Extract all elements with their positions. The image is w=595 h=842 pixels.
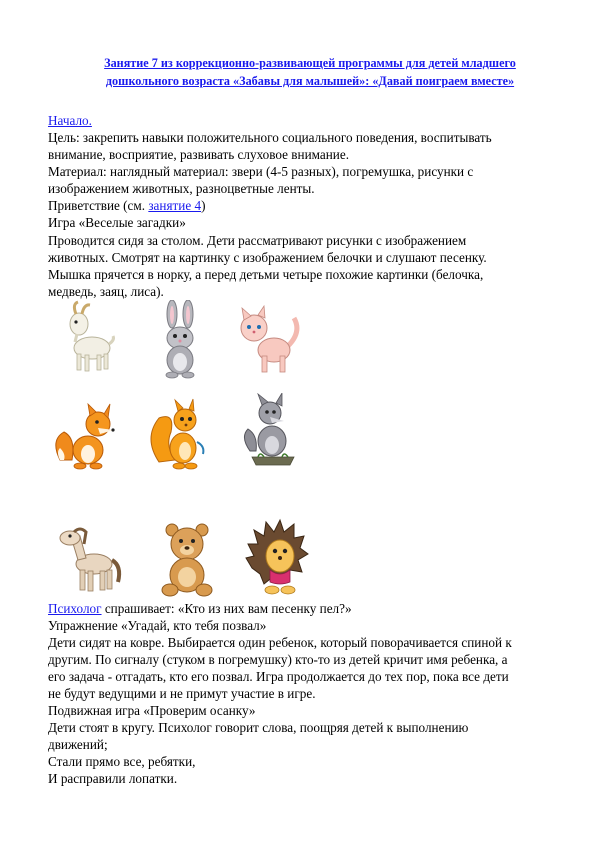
poem-line-2: И расправили лопатки. (48, 771, 178, 786)
fox-image (50, 400, 125, 472)
game2-title: Подвижная игра «Проверим осанку» (48, 703, 256, 718)
exercise-line-3: его задача - отгадать, кто его позвал. Игра продолжается до тех пор, пока все дети (48, 669, 509, 684)
psychologist-link[interactable]: Психолог (48, 601, 102, 616)
wolf-image (238, 393, 304, 467)
goal-line-1: Цель: закрепить навыки положительного социального поведения, воспитывать (48, 130, 492, 145)
greeting-link[interactable]: занятие 4 (148, 198, 202, 213)
game1-line-1: Проводится сидя за столом. Дети рассматривают рисунки с изображением (48, 233, 467, 248)
document-title[interactable] (40, 54, 580, 90)
bear-image (156, 520, 218, 598)
game1-line-2: животных. Смотрят на картинку с изображением белочки и слушают песенку. (48, 250, 487, 265)
game1-title: Игра «Веселые загадки» (48, 215, 186, 230)
game2-line-2: движений; (48, 737, 108, 752)
start-link-row (48, 112, 558, 129)
rabbit-image (150, 300, 210, 380)
exercise-line-4: не будут ведущими и не примут участие в игре. (48, 686, 316, 701)
psych-question-text: спрашивает: «Кто из них вам песенку пел?» (101, 601, 352, 616)
goat-image (52, 300, 127, 375)
psych-question-line (48, 600, 558, 617)
greeting-suffix: ) (201, 198, 206, 213)
horse-image (50, 520, 126, 596)
start-link[interactable]: Начало. (48, 113, 92, 128)
game1-line-4: медведь, заяц, лиса). (48, 284, 164, 299)
title-line-2[interactable]: дошкольного возраста «Забавы для малышей»: «Давай поиграем вместе» (105, 74, 515, 88)
material-line-1: Материал: наглядный материал: звери (4-5 разных), погремушка, рисунки с (48, 164, 474, 179)
game2-line-1: Дети стоят в кругу. Психолог говорит слова, поощряя детей к выполнению (48, 720, 469, 735)
exercise-title: Упражнение «Угадай, кто тебя позвал» (48, 618, 267, 633)
greeting-prefix: Приветствие (см. (48, 198, 149, 213)
material-line-2: изображением животных, разноцветные ленты. (48, 181, 315, 196)
greeting-line (48, 197, 558, 214)
squirrel-image (145, 398, 215, 472)
cat-image (232, 302, 304, 376)
exercise-line-2: другим. По сигналу (стуком в погремушку) кто-то из детей кричит имя ребенка, а (48, 652, 508, 667)
goal-line-2: внимание, восприятие, развивать слуховое внимание. (48, 147, 350, 162)
hedgehog-image (244, 518, 310, 596)
game1-line-3: Мышка прячется в норку, а перед детьми четыре похожие картинки (белочка, (48, 267, 484, 282)
poem-line-1: Стали прямо все, ребятки, (48, 754, 196, 769)
exercise-line-1: Дети сидят на ковре. Выбирается один ребенок, который поворачивается спиной к (48, 635, 512, 650)
title-line-1[interactable]: Занятие 7 из коррекционно-развивающей программы для детей младшего (104, 56, 516, 70)
